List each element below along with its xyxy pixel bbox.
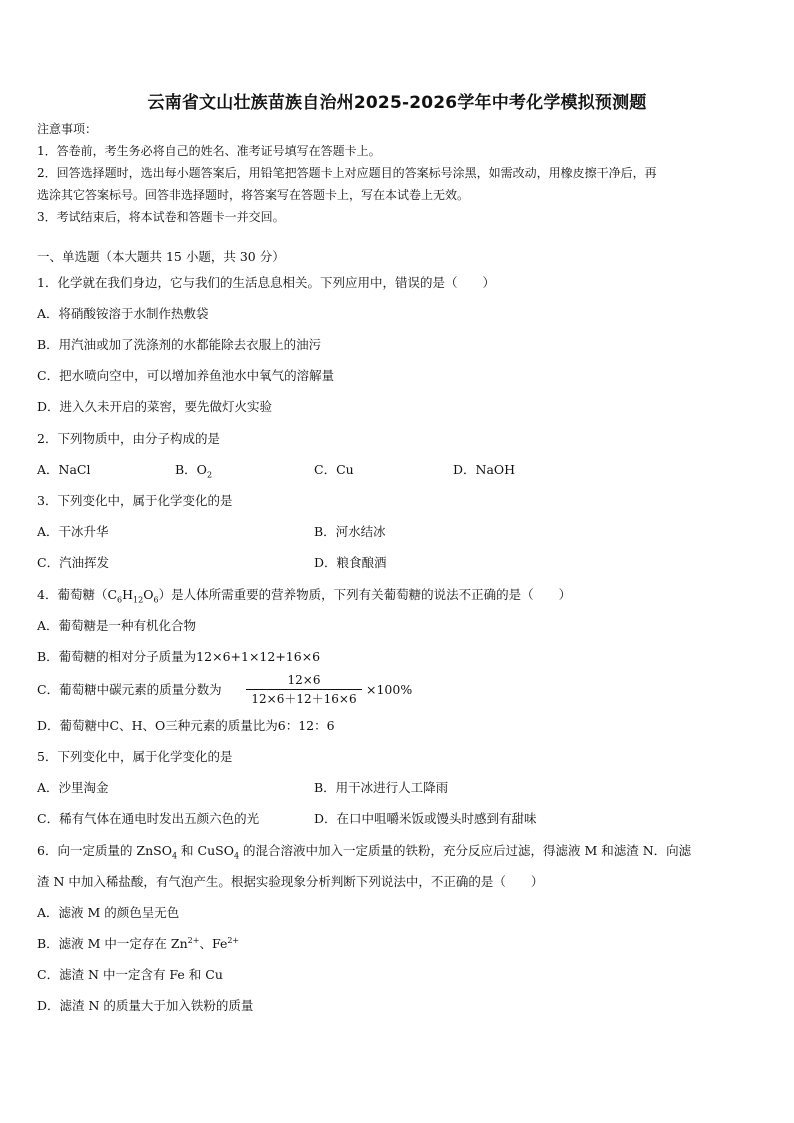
q3-option-b: B．河水结冰 bbox=[314, 524, 386, 539]
q2-option-b-sub: 2 bbox=[206, 470, 213, 480]
q1-option-d: D．进入久未开启的菜窖，要先做灯火实验 bbox=[37, 399, 273, 414]
notice-item-2: 2．回答选择题时，选出每小题答案后，用铅笔把答题卡上对应题目的答案标号涂黑，如需改动，用橡皮擦干净后，再 bbox=[37, 166, 657, 180]
q6-sub-1: 4 bbox=[171, 851, 178, 861]
q4-option-c-fraction bbox=[246, 672, 362, 707]
q3-option-d: D．粮食酿酒 bbox=[314, 555, 387, 570]
q6-stem-part-c: 的混合溶液中加入一定质量的铁粉，充分反应后过滤，得滤液 M 和滤渣 N．向滤 bbox=[239, 843, 692, 858]
q3-stem: 3．下列变化中，属于化学变化的是 bbox=[37, 493, 233, 508]
q5-option-a: A．沙里淘金 bbox=[37, 780, 109, 795]
q1-option-c: C．把水喷向空中，可以增加养鱼池水中氧气的溶解量 bbox=[37, 368, 335, 383]
q4-o: O bbox=[143, 587, 154, 602]
fraction-denominator: 12×6＋12＋16×6 bbox=[251, 692, 357, 706]
q4-option-b: B．葡萄糖的相对分子质量为12×6+1×12+16×6 bbox=[37, 649, 321, 664]
fraction-numerator: 12×6 bbox=[287, 673, 321, 687]
q5-stem: 5．下列变化中，属于化学变化的是 bbox=[37, 749, 233, 764]
q4-stem bbox=[37, 587, 571, 603]
q2-option-b bbox=[175, 462, 212, 478]
page-title: 云南省文山壮族苗族自治州2025-2026学年中考化学模拟预测题 bbox=[147, 93, 647, 113]
q6-option-d: D．滤渣 N 的质量大于加入铁粉的质量 bbox=[37, 998, 254, 1013]
section-heading: 一、单选题（本大题共 15 小题，共 30 分） bbox=[37, 249, 285, 264]
q6-option-c: C．滤渣 N 中一定含有 Fe 和 Cu bbox=[37, 967, 223, 982]
q4-option-c-suffix: ×100% bbox=[366, 682, 413, 697]
q6-stem-part-b: 和 CuSO bbox=[177, 843, 234, 858]
q4-option-a: A．葡萄糖是一种有机化合物 bbox=[37, 618, 197, 633]
q4-sub-c: 6 bbox=[117, 595, 123, 605]
q4-sub-o: 6 bbox=[153, 595, 159, 605]
q6-stem-line1 bbox=[37, 843, 691, 859]
q6-sup-fe: 2+ bbox=[227, 935, 240, 945]
q1-stem: 1．化学就在我们身边，它与我们的生活息息相关。下列应用中，错误的是（ ） bbox=[37, 275, 495, 290]
q6-stem-part-a: 6．向一定质量的 ZnSO bbox=[37, 843, 172, 858]
q6-option-b-text: B．滤液 M 中一定存在 Zn bbox=[37, 936, 188, 951]
notice-heading: 注意事项： bbox=[37, 122, 98, 136]
q4-stem-suffix: ）是人体所需重要的营养物质，下列有关葡萄糖的说法不正确的是（ ） bbox=[158, 587, 572, 602]
q6-stem-line2: 渣 N 中加入稀盐酸，有气泡产生。根据实验现象分析判断下列说法中，不正确的是（ ） bbox=[37, 874, 544, 889]
q2-stem: 2．下列物质中，由分子构成的是 bbox=[37, 431, 220, 446]
q5-option-c: C．稀有气体在通电时发出五颜六色的光 bbox=[37, 811, 260, 826]
q1-option-b: B．用汽油或加了洗涤剂的水都能除去衣服上的油污 bbox=[37, 337, 322, 352]
q4-option-c-prefix: C．葡萄糖中碳元素的质量分数为 bbox=[37, 682, 222, 697]
q6-option-b bbox=[37, 936, 239, 952]
notice-item-3: 3．考试结束后，将本试卷和答题卡一并交回。 bbox=[37, 210, 285, 224]
q5-option-b: B．用干冰进行人工降雨 bbox=[314, 780, 449, 795]
q4-option-d: D．葡萄糖中C、H、O三种元素的质量比为6：12：6 bbox=[37, 718, 335, 733]
q6-sup-zn: 2+ bbox=[187, 935, 200, 945]
q6-option-b-mid: 、Fe bbox=[199, 936, 228, 951]
q6-option-a: A．滤液 M 的颜色呈无色 bbox=[37, 905, 180, 920]
q4-sub-h: 12 bbox=[133, 595, 144, 605]
fraction-bar bbox=[246, 689, 362, 690]
q6-sub-2: 4 bbox=[233, 851, 240, 861]
q2-option-b-text: B．O bbox=[175, 462, 207, 477]
q4-stem-prefix: 4．葡萄糖（C bbox=[37, 587, 118, 602]
q5-option-d: D．在口中咀嚼米饭或馒头时感到有甜味 bbox=[314, 811, 537, 826]
q3-option-a: A．干冰升华 bbox=[37, 524, 109, 539]
notice-item-1: 1．答卷前，考生务必将自己的姓名、准考证号填写在答题卡上。 bbox=[37, 144, 381, 158]
q1-option-a: A．将硝酸铵溶于水制作热敷袋 bbox=[37, 306, 209, 321]
q2-option-d: D．NaOH bbox=[453, 462, 516, 477]
notice-item-2-cont: 选涂其它答案标号。回答非选择题时，将答案写在答题卡上，写在本试卷上无效。 bbox=[37, 188, 470, 202]
q2-option-c: C．Cu bbox=[314, 462, 354, 477]
q2-option-a: A．NaCl bbox=[37, 462, 91, 477]
q3-option-c: C．汽油挥发 bbox=[37, 555, 110, 570]
q4-h: H bbox=[122, 587, 134, 602]
